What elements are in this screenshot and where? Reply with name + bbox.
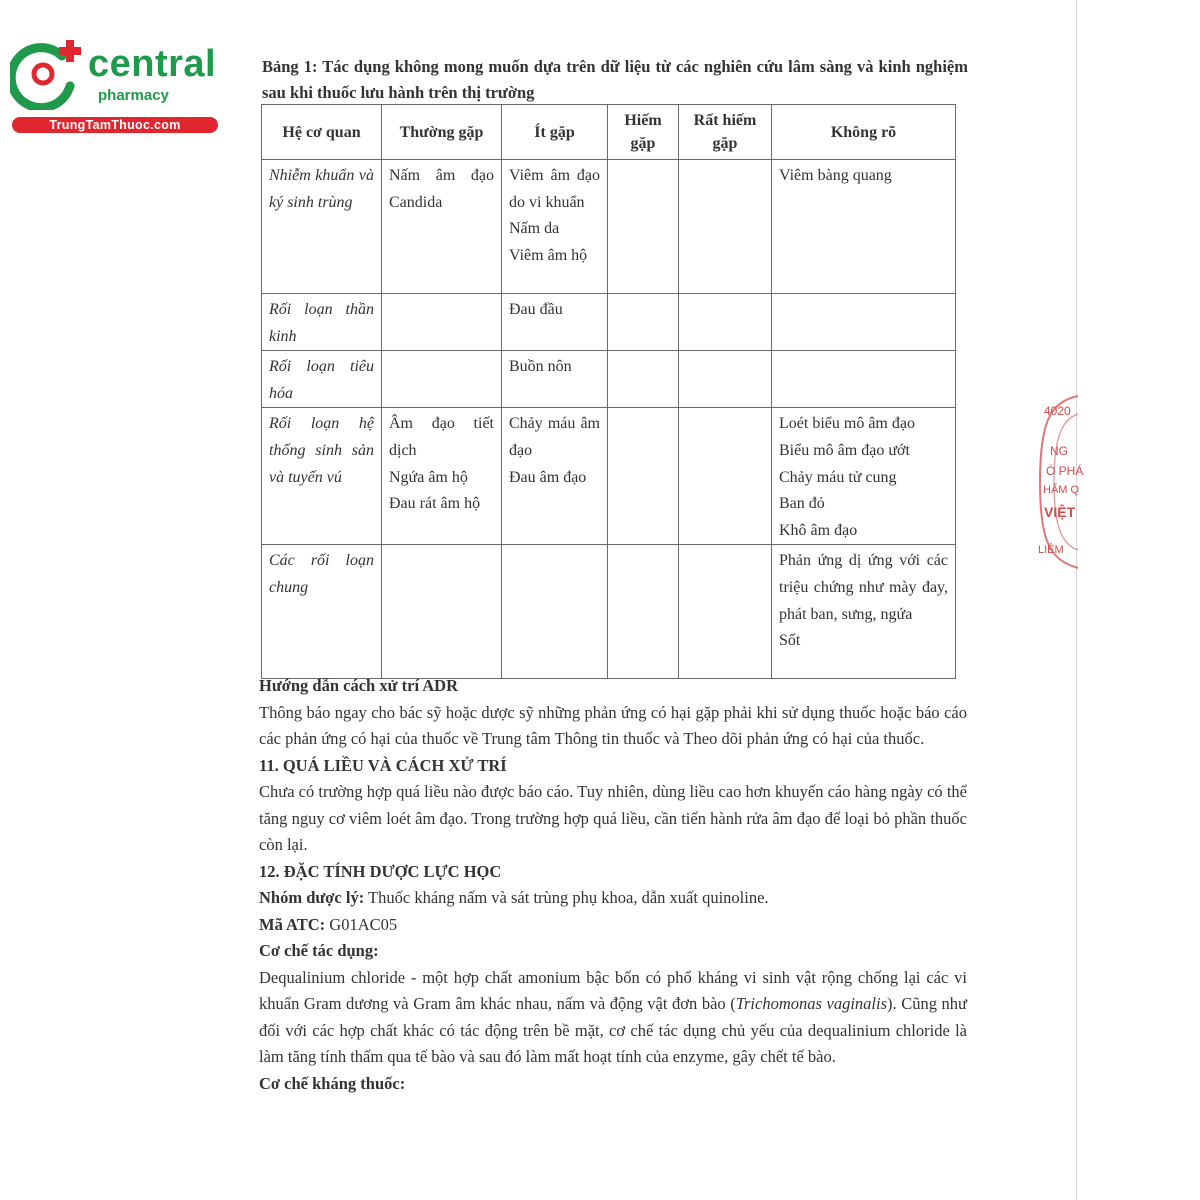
mechanism-organism-name: Trichomonas vaginalis [735, 994, 888, 1013]
table-row [262, 351, 956, 408]
unknown-cell [772, 408, 956, 545]
stamp-text-4: HẨM Q [1043, 484, 1080, 496]
stamp-text-5: VIỆT [1044, 504, 1076, 520]
rare-cell [608, 294, 679, 351]
mechanism-text-part2: ). Cũng như đối với các hợp chất khác có tác động trên bề mặt, cơ chế tác dụng chủ yếu của dequalinium chloride là làm tăng tính thấm qua tế bào và sau đó làm mất hoạt tính của enzyme, gây chết tế bào. [259, 994, 967, 1066]
effect-item: Loét biểu mô âm đạo [779, 415, 915, 433]
effect-item: Ngứa âm hộ [389, 468, 468, 486]
effect-item: Đau âm đạo [509, 468, 587, 486]
table-row [262, 160, 956, 294]
overdose-heading: 11. QUÁ LIỀU VÀ CÁCH XỬ TRÍ [259, 755, 507, 775]
adr-paragraph: Thông báo ngay cho bác sỹ hoặc dược sỹ những phản ứng có hại gặp phải khi sử dụng thuốc hoặc báo cáo các phản ứng có hại của thuốc về Trung tâm Thông tin thuốc và Theo dõi phản ứng có hại của thuốc. [259, 702, 967, 748]
effect-item: Âm đạo tiết dịch [389, 415, 494, 459]
effect-item: Đau đầu [509, 301, 563, 318]
effect-item: Viêm âm đạo do vi khuẩn [509, 167, 600, 211]
atc-code [259, 912, 967, 939]
pharmacologic-group [259, 885, 967, 912]
effect-item: Khô âm đạo [779, 521, 858, 539]
header-uncommon: Ít gặp [502, 105, 608, 160]
very-rare-cell [679, 294, 772, 351]
effect-item: Viêm bàng quang [779, 167, 892, 184]
table-row [262, 294, 956, 351]
rare-cell [608, 545, 679, 679]
pharmacologic-group-value: Thuốc kháng nấm và sát trùng phụ khoa, dẫn xuất quinoline. [364, 888, 769, 907]
document-body [259, 673, 967, 1097]
rare-cell [608, 351, 679, 408]
effect-item: Phản ứng dị ứng với các triệu chứng như mày đay, phát ban, sưng, ngứa [779, 552, 948, 623]
effect-item: Buồn nôn [509, 358, 572, 376]
header-organ-system: Hệ cơ quan [262, 105, 382, 160]
atc-code-value: G01AC05 [325, 914, 398, 934]
effect-item: Ban đỏ [779, 495, 825, 513]
effect-item: Chảy máu tử cung [779, 468, 897, 486]
rare-cell [608, 408, 679, 545]
organ-cell: Rối loạn thần kinh [262, 294, 382, 351]
logo-c-cross-icon [10, 38, 90, 110]
red-stamp-fragment [1030, 392, 1084, 572]
common-cell [382, 351, 502, 408]
atc-code-label: Mã ATC: [259, 914, 326, 934]
header-unknown: Không rõ [772, 105, 956, 160]
overdose-paragraph: Chưa có trường hợp quá liều nào được báo cáo. Tuy nhiên, dùng liều cao hơn khuyến cáo hàng ngày có thể tăng nguy cơ viêm loét âm đạo. Trong trường hợp quá liều, cần tiến hành rửa âm đạo để loại bỏ phần thuốc còn lại. [259, 782, 967, 854]
effect-item: Biểu mô âm đạo ướt [779, 441, 910, 459]
organ-cell: Rối loạn hệ thống sinh sản và tuyến vú [262, 408, 382, 545]
stamp-text-2: NG [1050, 444, 1068, 458]
table-caption: Bảng 1: Tác dụng không mong muốn dựa trên dữ liệu từ các nghiên cứu lâm sàng và kinh nghiệm sau khi thuốc lưu hành trên thị trường [262, 57, 968, 102]
organ-cell: Nhiễm khuẩn và ký sinh trùng [262, 160, 382, 294]
organ-cell: Các rối loạn chung [262, 545, 382, 679]
stamp-text-1: 4020 [1044, 404, 1071, 418]
header-very-rare: Rất hiếm gặp [679, 105, 772, 160]
uncommon-cell [502, 408, 608, 545]
uncommon-cell [502, 294, 608, 351]
central-pharmacy-logo[interactable] [10, 38, 215, 138]
very-rare-cell [679, 351, 772, 408]
table-row [262, 408, 956, 545]
header-common: Thường gặp [382, 105, 502, 160]
table-row [262, 545, 956, 679]
pharmacodynamics-heading: 12. ĐẶC TÍNH DƯỢC LỰC HỌC [259, 861, 502, 881]
unknown-cell [772, 160, 956, 294]
unknown-cell [772, 351, 956, 408]
effect-item: Viêm âm hộ [509, 246, 588, 264]
very-rare-cell [679, 160, 772, 294]
logo-sub-text: pharmacy [98, 87, 169, 104]
stamp-text-3: Ó PHÁ [1046, 464, 1084, 478]
unknown-cell [772, 545, 956, 679]
effect-item: Nấm da [509, 220, 560, 238]
resistance-heading: Cơ chế kháng thuốc: [259, 1073, 406, 1093]
table-header-row [262, 105, 956, 160]
organ-cell: Rối loạn tiêu hóa [262, 351, 382, 408]
uncommon-cell [502, 351, 608, 408]
adverse-effects-table [261, 104, 956, 679]
uncommon-cell [502, 545, 608, 679]
mechanism-paragraph [259, 965, 967, 1071]
header-rare: Hiếm gặp [608, 105, 679, 160]
common-cell [382, 545, 502, 679]
logo-site-text: TrungTamThuoc.com [12, 117, 218, 133]
uncommon-cell [502, 160, 608, 294]
mechanism-heading: Cơ chế tác dụng: [259, 941, 379, 960]
effect-item: Nấm âm đạo Candida [389, 167, 494, 211]
unknown-cell [772, 294, 956, 351]
very-rare-cell [679, 408, 772, 545]
effect-item: Chảy máu âm đạo [509, 415, 600, 459]
rare-cell [608, 160, 679, 294]
common-cell [382, 160, 502, 294]
effect-item: Đau rát âm hộ [389, 495, 481, 513]
adr-heading: Hướng dẫn cách xử trí ADR [259, 676, 458, 695]
mechanism-text-part1: Dequalinium chloride - một hợp chất amonium bậc bốn có phổ kháng vi sinh vật rộng chống lại các vi khuẩn Gram dương và Gram âm khác nhau, nấm và động vật đơn bào ( [259, 967, 967, 1013]
logo-brand-text: central [88, 43, 217, 85]
effect-item: Sốt [779, 632, 801, 650]
page-edge-divider [1076, 0, 1077, 1200]
very-rare-cell [679, 545, 772, 679]
pharmacologic-group-label: Nhóm dược lý: [259, 888, 365, 907]
stamp-text-6: LIÊM [1038, 544, 1064, 556]
common-cell [382, 408, 502, 545]
common-cell [382, 294, 502, 351]
